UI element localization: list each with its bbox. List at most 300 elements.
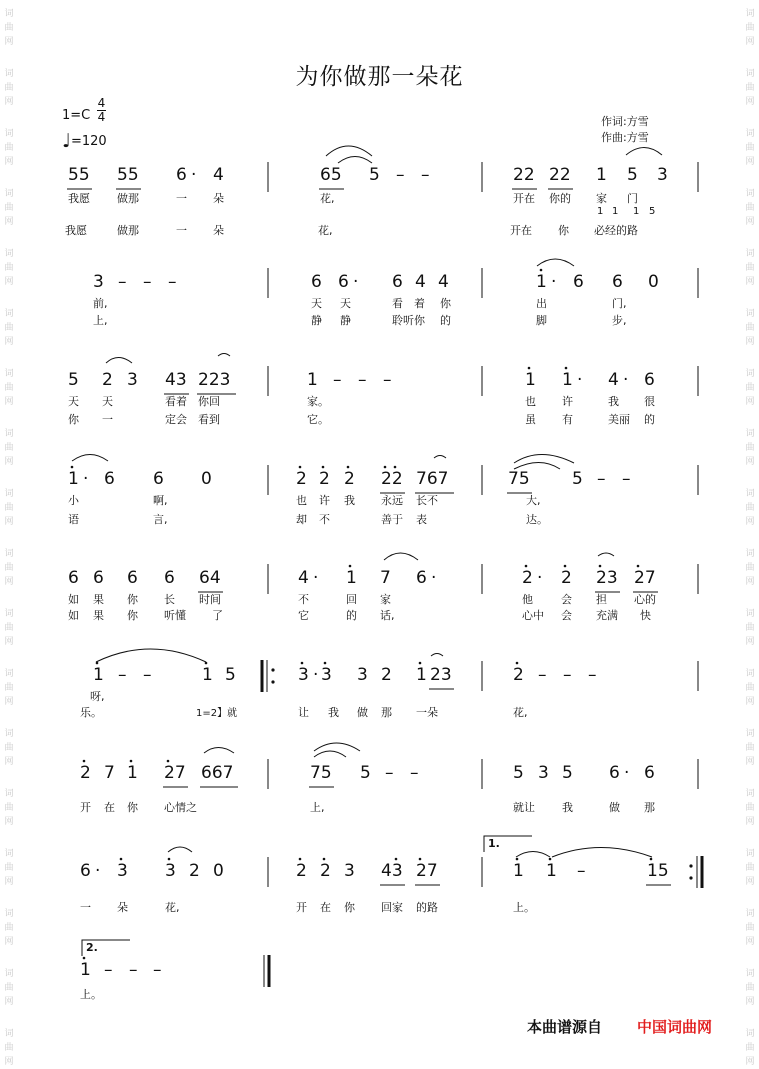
lyric-text: 着	[414, 297, 425, 310]
watermark-char: 词	[745, 909, 755, 919]
lyric-text: 前,	[93, 297, 108, 310]
note: 0	[213, 861, 224, 881]
lyric-text: 乐。	[80, 706, 102, 719]
note: –	[143, 272, 152, 292]
watermark-char: 词	[4, 669, 14, 679]
lyric-text: 一	[176, 224, 187, 237]
note: –	[563, 665, 572, 685]
lyric-text: 心情之	[164, 801, 197, 814]
lyric-text: 朵	[213, 224, 224, 237]
note: –	[358, 370, 367, 390]
note: ·	[313, 665, 319, 685]
watermark-char: 曲	[745, 803, 755, 813]
lyric-text: 许	[562, 395, 573, 408]
watermark-char: 词	[745, 489, 755, 499]
lyric-text: 花,	[320, 192, 335, 205]
note: 3	[165, 861, 176, 881]
note: ·	[83, 469, 89, 489]
watermark-char: 网	[745, 517, 755, 527]
note: 2	[320, 861, 331, 881]
note: 3	[357, 665, 368, 685]
lyric-text: 天	[340, 297, 351, 310]
watermark-char: 词	[745, 369, 755, 379]
note: 75	[508, 469, 530, 489]
note: ·	[95, 861, 101, 881]
lyric-text: 永远	[381, 494, 403, 507]
watermark-char: 网	[4, 637, 14, 647]
watermark-char: 网	[745, 397, 755, 407]
lyric-text: 也	[525, 395, 536, 408]
source-label: 本曲谱源自	[527, 1018, 603, 1036]
note: ·	[191, 165, 197, 185]
note: 2	[513, 665, 524, 685]
lyric-text: 那	[381, 706, 392, 719]
note: 1	[127, 763, 138, 783]
lyric-text: 他	[522, 593, 533, 606]
lyric-text: 很	[644, 395, 655, 408]
lyric-text: 美丽	[608, 413, 630, 426]
harmony-note: 1	[633, 206, 640, 217]
lyric-text: 你	[127, 801, 138, 814]
watermark-char: 曲	[745, 383, 755, 393]
watermark-char: 曲	[745, 1043, 755, 1053]
lyric-text: 静	[311, 314, 322, 327]
lyric-text: 定会	[165, 413, 187, 426]
note: 1	[525, 370, 536, 390]
watermark-char: 词	[4, 489, 14, 499]
lyric-text: 你回	[198, 395, 220, 408]
key-signature: 1=C	[62, 108, 91, 123]
lyric-text: 我	[608, 395, 619, 408]
note: 6	[68, 568, 79, 588]
lyric-text: 小	[68, 494, 79, 507]
watermark-char: 网	[745, 217, 755, 227]
note: 6	[127, 568, 138, 588]
lyric-text: 家。	[307, 395, 329, 408]
note: 767	[416, 469, 449, 489]
note: –	[333, 370, 342, 390]
lyric-text: 会	[561, 593, 572, 606]
lyric-text: 它	[298, 609, 309, 622]
note: 43	[381, 861, 403, 881]
watermark-char: 网	[745, 637, 755, 647]
watermark-char: 词	[4, 189, 14, 199]
lyric-text: 你	[68, 413, 79, 426]
lyric-text: 步,	[612, 314, 627, 327]
note: –	[597, 469, 606, 489]
watermark-char: 曲	[4, 383, 14, 393]
note: 1	[68, 469, 79, 489]
watermark-char: 曲	[4, 83, 14, 93]
watermark-char: 网	[4, 97, 14, 107]
lyric-text: 那	[644, 801, 655, 814]
note: –	[410, 763, 419, 783]
watermark-char: 词	[745, 69, 755, 79]
note: 55	[117, 165, 139, 185]
lyric-text: 脚	[536, 314, 547, 327]
watermark-char: 网	[4, 337, 14, 347]
note: 6	[609, 763, 620, 783]
harmony-note: 1	[597, 206, 604, 217]
note: ·	[623, 370, 629, 390]
watermark-char: 曲	[4, 803, 14, 813]
watermark-char: 曲	[4, 623, 14, 633]
note: 22	[513, 165, 535, 185]
lyric-text: 一	[102, 413, 113, 426]
note: ·	[353, 272, 359, 292]
lyric-text: 大,	[526, 494, 541, 507]
watermark-char: 网	[745, 937, 755, 947]
watermark-char: 词	[745, 309, 755, 319]
lyric-text: 上,	[310, 801, 325, 814]
lyric-text: 我愿	[68, 192, 90, 205]
lyric-text: 让	[298, 706, 309, 719]
note: 6	[644, 763, 655, 783]
note: 1	[513, 861, 524, 881]
lyric-text: 天	[102, 395, 113, 408]
note: 3	[298, 665, 309, 685]
watermark-char: 词	[4, 309, 14, 319]
note: 1	[307, 370, 318, 390]
note: 1	[536, 272, 547, 292]
watermark-char: 曲	[745, 23, 755, 33]
lyric-text: 一	[80, 901, 91, 914]
note: –	[104, 960, 113, 980]
watermark-char: 词	[745, 789, 755, 799]
note: 2	[381, 665, 392, 685]
note: 6	[104, 469, 115, 489]
lyric-text: 不	[319, 513, 330, 526]
lyric-text: 聆听你	[392, 314, 425, 327]
note: 1	[202, 665, 213, 685]
watermark-char: 曲	[745, 683, 755, 693]
note: 6	[612, 272, 623, 292]
note: 6	[176, 165, 187, 185]
note: 1	[596, 165, 607, 185]
note: 3	[538, 763, 549, 783]
note: 27	[416, 861, 438, 881]
note: 55	[68, 165, 90, 185]
watermark-char: 网	[4, 877, 14, 887]
time-signature-top: 4	[97, 96, 106, 110]
note: –	[168, 272, 177, 292]
watermark-char: 词	[745, 189, 755, 199]
lyric-text: 必经的路	[594, 224, 638, 237]
note: 23	[596, 568, 618, 588]
note: 2	[102, 370, 113, 390]
note: –	[153, 960, 162, 980]
lyric-text: 做那	[117, 224, 139, 237]
watermark-char: 词	[4, 789, 14, 799]
lyric-text: 心的	[634, 593, 656, 606]
watermark-char: 曲	[4, 203, 14, 213]
lyric-text: 朵	[117, 901, 128, 914]
quarter-note-icon: ♩	[62, 130, 71, 152]
watermark-char: 曲	[745, 83, 755, 93]
note: ·	[537, 568, 543, 588]
tempo-value: =120	[70, 134, 107, 149]
lyric-text: 如	[68, 593, 79, 606]
note: 3	[93, 272, 104, 292]
note: 4	[415, 272, 426, 292]
lyric-text: 的	[644, 413, 655, 426]
lyric-text: 听懂	[164, 609, 186, 622]
note: –	[118, 665, 127, 685]
watermark-char: 网	[745, 697, 755, 707]
volta-label: 2.	[86, 941, 98, 954]
source-site-link[interactable]: 中国词曲网	[637, 1018, 713, 1036]
watermark-char: 曲	[4, 443, 14, 453]
note: 6	[93, 568, 104, 588]
note: 6	[338, 272, 349, 292]
lyric-text: 你	[127, 609, 138, 622]
lyric-text: 你	[440, 297, 451, 310]
lyric-text: 达。	[526, 513, 548, 526]
note: 2	[189, 861, 200, 881]
note: 6	[153, 469, 164, 489]
lyric-text: 你的	[549, 192, 571, 205]
lyric-text: 开	[296, 901, 307, 914]
note: 3	[117, 861, 128, 881]
watermark-char: 词	[4, 69, 14, 79]
watermark-char: 曲	[745, 443, 755, 453]
lyric-text: 它。	[307, 413, 329, 426]
watermark-char: 网	[745, 877, 755, 887]
watermark-char: 词	[4, 1029, 14, 1039]
lyric-text: 开	[80, 801, 91, 814]
watermark-char: 网	[745, 577, 755, 587]
watermark-char: 曲	[4, 863, 14, 873]
lyric-text: 花,	[318, 224, 333, 237]
lyric-text: 看着	[165, 395, 187, 408]
watermark-char: 曲	[4, 1043, 14, 1053]
watermark-char: 网	[745, 157, 755, 167]
note: 4	[213, 165, 224, 185]
note: 1	[93, 665, 104, 685]
lyric-text: 快	[640, 609, 651, 622]
note: 5	[513, 763, 524, 783]
lyric-text: 开在	[513, 192, 535, 205]
watermark-char: 网	[745, 997, 755, 1007]
watermark-char: 网	[4, 457, 14, 467]
watermark-char: 网	[4, 157, 14, 167]
lyric-text: 的路	[416, 901, 438, 914]
note: 27	[634, 568, 656, 588]
watermark-char: 词	[745, 429, 755, 439]
lyric-text: 你	[344, 901, 355, 914]
lyric-text: 家	[380, 593, 391, 606]
watermark-char: 网	[4, 817, 14, 827]
lyric-text: 天	[68, 395, 79, 408]
watermark-char: 曲	[4, 503, 14, 513]
note: 2	[561, 568, 572, 588]
note: –	[577, 861, 586, 881]
note: 0	[201, 469, 212, 489]
note: 223	[198, 370, 231, 390]
note: 5	[369, 165, 380, 185]
watermark-char: 曲	[745, 743, 755, 753]
watermark-char: 网	[4, 697, 14, 707]
watermark-char: 词	[745, 609, 755, 619]
watermark-char: 网	[4, 517, 14, 527]
lyric-text: 门,	[612, 297, 627, 310]
watermark-char: 网	[745, 757, 755, 767]
lyric-text: 做	[609, 801, 620, 814]
lyric-text: 回家	[381, 901, 403, 914]
harmony-note: 5	[649, 206, 656, 217]
note: 6	[573, 272, 584, 292]
watermark-char: 曲	[745, 203, 755, 213]
note: 5	[225, 665, 236, 685]
watermark-char: 网	[745, 1057, 755, 1067]
watermark-char: 曲	[745, 563, 755, 573]
key-change-note: 1=2】就	[196, 708, 238, 719]
note: ·	[431, 568, 437, 588]
note: 22	[549, 165, 571, 185]
watermark-char: 曲	[4, 263, 14, 273]
watermark-char: 曲	[4, 323, 14, 333]
lyric-text: 了	[212, 609, 223, 622]
watermark-char: 曲	[745, 503, 755, 513]
lyric-text: 朵	[213, 192, 224, 205]
lyric-text: 做	[357, 706, 368, 719]
note: 5	[360, 763, 371, 783]
note: 64	[199, 568, 221, 588]
lyric-text: 的	[440, 314, 451, 327]
lyric-text: 如	[68, 609, 79, 622]
lyric-text: 许	[319, 494, 330, 507]
watermark-char: 网	[745, 97, 755, 107]
note: 2	[80, 763, 91, 783]
note: 667	[201, 763, 234, 783]
note: 1	[546, 861, 557, 881]
watermark-char: 网	[4, 217, 14, 227]
watermark-char: 曲	[745, 623, 755, 633]
lyric-text: 的	[346, 609, 357, 622]
lyric-text: 长不	[416, 494, 438, 507]
lyric-text: 会	[561, 609, 572, 622]
note: 65	[320, 165, 342, 185]
watermark-char: 曲	[4, 923, 14, 933]
lyric-text: 啊,	[153, 494, 168, 507]
lyric-text: 心中	[522, 609, 544, 622]
watermark-char: 曲	[745, 983, 755, 993]
note: –	[538, 665, 547, 685]
watermark-char: 词	[4, 549, 14, 559]
note: 7	[104, 763, 115, 783]
watermark-char: 曲	[4, 983, 14, 993]
watermark-char: 词	[4, 249, 14, 259]
lyric-text: 就让	[513, 801, 535, 814]
note: 6	[311, 272, 322, 292]
note: 23	[430, 665, 452, 685]
lyric-text: 也	[296, 494, 307, 507]
note: 6	[416, 568, 427, 588]
note: –	[143, 665, 152, 685]
note: 15	[647, 861, 669, 881]
watermark-char: 词	[4, 129, 14, 139]
lyric-text: 看	[392, 297, 403, 310]
note: –	[396, 165, 405, 185]
lyric-text: 果	[93, 593, 104, 606]
watermark-char: 网	[745, 337, 755, 347]
watermark-char: 词	[745, 1029, 755, 1039]
watermark-char: 词	[745, 9, 755, 19]
lyric-text: 话,	[380, 609, 395, 622]
lyric-text: 表	[416, 513, 427, 526]
note: –	[383, 370, 392, 390]
lyric-text: 在	[104, 801, 115, 814]
watermark-char: 网	[745, 817, 755, 827]
watermark-char: 网	[4, 1057, 14, 1067]
note: 6	[392, 272, 403, 292]
watermark-char: 曲	[745, 143, 755, 153]
watermark-char: 曲	[4, 743, 14, 753]
watermark-char: 词	[4, 729, 14, 739]
watermark-char: 词	[4, 369, 14, 379]
lyric-text: 一	[176, 192, 187, 205]
watermark-char: 词	[4, 909, 14, 919]
lyric-text: 开在	[510, 224, 532, 237]
lyric-text: 花,	[513, 706, 528, 719]
watermark-char: 曲	[745, 863, 755, 873]
lyric-text: 我愿	[65, 224, 87, 237]
watermark-char: 网	[745, 457, 755, 467]
note: 4	[298, 568, 309, 588]
note: –	[385, 763, 394, 783]
note: 1	[80, 960, 91, 980]
watermark-char: 词	[745, 969, 755, 979]
watermark-char: 曲	[745, 923, 755, 933]
watermark-char: 词	[745, 249, 755, 259]
watermark-char: 词	[4, 429, 14, 439]
note: –	[622, 469, 631, 489]
watermark-char: 曲	[4, 23, 14, 33]
watermark-char: 词	[745, 849, 755, 859]
watermark-char: 网	[4, 757, 14, 767]
lyric-text: 看到	[198, 413, 220, 426]
lyric-text: 语	[68, 513, 79, 526]
note: 6	[80, 861, 91, 881]
lyric-text: 有	[562, 413, 573, 426]
note: ·	[577, 370, 583, 390]
watermark-char: 网	[4, 937, 14, 947]
note: 27	[164, 763, 186, 783]
lyric-text: 充满	[596, 609, 618, 622]
note: 6	[644, 370, 655, 390]
lyric-text: 却	[296, 513, 307, 526]
note: 7	[380, 568, 391, 588]
note: 3	[344, 861, 355, 881]
lyric-text: 花,	[165, 901, 180, 914]
lyric-text: 回	[346, 593, 357, 606]
watermark-char: 网	[745, 37, 755, 47]
harmony-note: 1	[612, 206, 619, 217]
lyric-text: 在	[320, 901, 331, 914]
note: 22	[381, 469, 403, 489]
watermark-char: 词	[745, 129, 755, 139]
lyric-text: 时间	[199, 593, 221, 606]
composer-credit: 作曲:方雪	[601, 131, 649, 144]
lyric-text: 出	[536, 297, 547, 310]
lyric-text: 家	[596, 192, 607, 205]
watermark-char: 词	[4, 9, 14, 19]
note: 1	[562, 370, 573, 390]
note: 2	[344, 469, 355, 489]
note: 2	[319, 469, 330, 489]
lyric-text: 担	[596, 593, 607, 606]
note: 5	[627, 165, 638, 185]
